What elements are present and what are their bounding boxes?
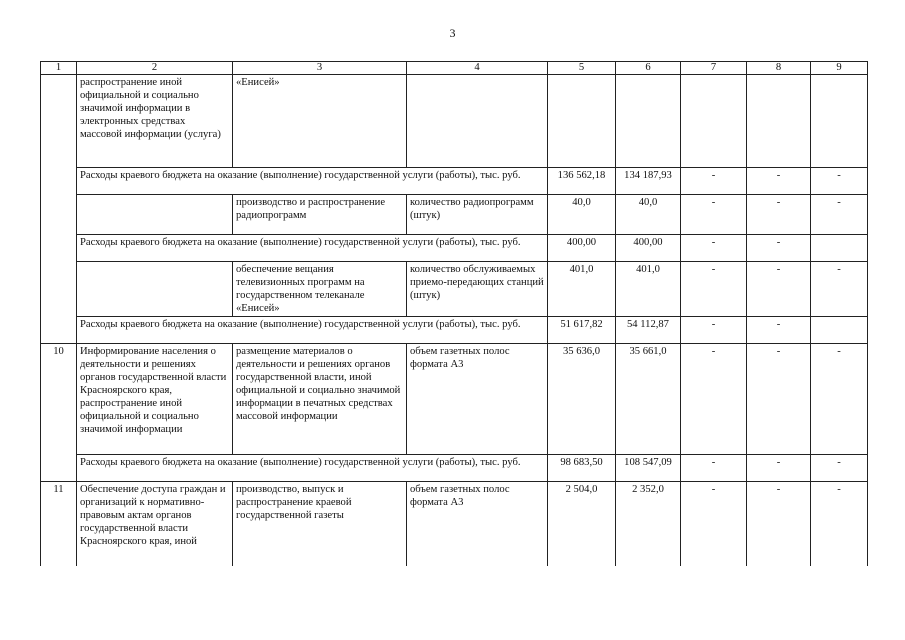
table-row [41, 482, 868, 566]
service-name-cell: Информирование населения о деятельности и решениях органов государственной власти Красноярского края, распространение иной официальной и социально значимой информации [77, 344, 233, 455]
table-row [41, 344, 868, 455]
column-header: 9 [811, 62, 868, 75]
value-cell: - [681, 168, 747, 195]
value-cell: - [811, 195, 868, 235]
column-header: 4 [407, 62, 548, 75]
value-cell: - [747, 482, 811, 566]
indicator-cell: количество обслуживаемых приемо-передающих станций (штук) [407, 262, 548, 317]
value-cell: - [747, 344, 811, 455]
column-header: 7 [681, 62, 747, 75]
value-cell [616, 75, 681, 168]
value-cell: 400,00 [616, 235, 681, 262]
value-cell [811, 75, 868, 168]
work-cell: размещение материалов о деятельности и решениях органов государственной власти, иной официальной и социально значимой информации в печатных средствах массовой информации [233, 344, 407, 455]
value-cell: 35 661,0 [616, 344, 681, 455]
budget-table [40, 61, 868, 566]
service-name-cell [77, 262, 233, 317]
value-cell [811, 317, 868, 344]
value-cell [548, 75, 616, 168]
value-cell: - [811, 482, 868, 566]
value-cell: - [681, 455, 747, 482]
value-cell [681, 75, 747, 168]
value-cell: 40,0 [548, 195, 616, 235]
page-number: 3 [449, 26, 456, 40]
service-name-cell [77, 195, 233, 235]
expense-label-cell: Расходы краевого бюджета на оказание (выполнение) государственной услуги (работы), тыс. руб. [77, 235, 548, 262]
value-cell: 51 617,82 [548, 317, 616, 344]
expense-label-cell: Расходы краевого бюджета на оказание (выполнение) государственной услуги (работы), тыс. руб. [77, 455, 548, 482]
work-cell: «Енисей» [233, 75, 407, 168]
work-cell: производство и распространение радиопрограмм [233, 195, 407, 235]
table-row [41, 235, 868, 262]
table-row [41, 195, 868, 235]
value-cell: - [681, 482, 747, 566]
table-row [41, 317, 868, 344]
value-cell: - [681, 195, 747, 235]
row-number-cell [41, 75, 77, 344]
value-cell: 108 547,09 [616, 455, 681, 482]
value-cell: 54 112,87 [616, 317, 681, 344]
value-cell: - [681, 344, 747, 455]
value-cell: - [811, 262, 868, 317]
column-header: 6 [616, 62, 681, 75]
column-header: 1 [41, 62, 77, 75]
value-cell: - [747, 168, 811, 195]
value-cell: - [747, 455, 811, 482]
value-cell: 401,0 [548, 262, 616, 317]
value-cell: - [747, 317, 811, 344]
indicator-cell: объем газетных полос формата А3 [407, 482, 548, 566]
table-row [41, 455, 868, 482]
value-cell: - [681, 235, 747, 262]
value-cell: 134 187,93 [616, 168, 681, 195]
service-name-cell: распространение иной официальной и социально значимой информации в электронных средствах массовой информации (услуга) [77, 75, 233, 168]
indicator-cell: количество радиопрограмм (штук) [407, 195, 548, 235]
value-cell [747, 75, 811, 168]
value-cell: - [747, 262, 811, 317]
value-cell: - [681, 317, 747, 344]
indicator-cell [407, 75, 548, 168]
value-cell: - [811, 455, 868, 482]
value-cell [811, 235, 868, 262]
value-cell: 401,0 [616, 262, 681, 317]
work-cell: производство, выпуск и распространение краевой государственной газеты [233, 482, 407, 566]
value-cell: - [747, 195, 811, 235]
value-cell: 2 504,0 [548, 482, 616, 566]
table-row [41, 168, 868, 195]
table-row [41, 75, 868, 168]
value-cell: - [681, 262, 747, 317]
value-cell: 400,00 [548, 235, 616, 262]
value-cell: 98 683,50 [548, 455, 616, 482]
column-header: 5 [548, 62, 616, 75]
expense-label-cell: Расходы краевого бюджета на оказание (выполнение) государственной услуги (работы), тыс. руб. [77, 317, 548, 344]
work-cell: обеспечение вещания телевизионных программ на государственном телеканале «Енисей» [233, 262, 407, 317]
column-header: 8 [747, 62, 811, 75]
table-header-row [41, 62, 868, 75]
column-header: 2 [77, 62, 233, 75]
value-cell: - [811, 344, 868, 455]
value-cell: 40,0 [616, 195, 681, 235]
value-cell: - [811, 168, 868, 195]
value-cell: - [747, 235, 811, 262]
value-cell: 35 636,0 [548, 344, 616, 455]
row-number-cell: 10 [41, 344, 77, 482]
value-cell: 2 352,0 [616, 482, 681, 566]
row-number-cell: 11 [41, 482, 77, 566]
service-name-cell: Обеспечение доступа граждан и организаций к нормативно-правовым актам органов государственной власти Красноярского края, иной [77, 482, 233, 566]
table-row [41, 262, 868, 317]
column-header: 3 [233, 62, 407, 75]
indicator-cell: объем газетных полос формата А3 [407, 344, 548, 455]
value-cell: 136 562,18 [548, 168, 616, 195]
expense-label-cell: Расходы краевого бюджета на оказание (выполнение) государственной услуги (работы), тыс. руб. [77, 168, 548, 195]
